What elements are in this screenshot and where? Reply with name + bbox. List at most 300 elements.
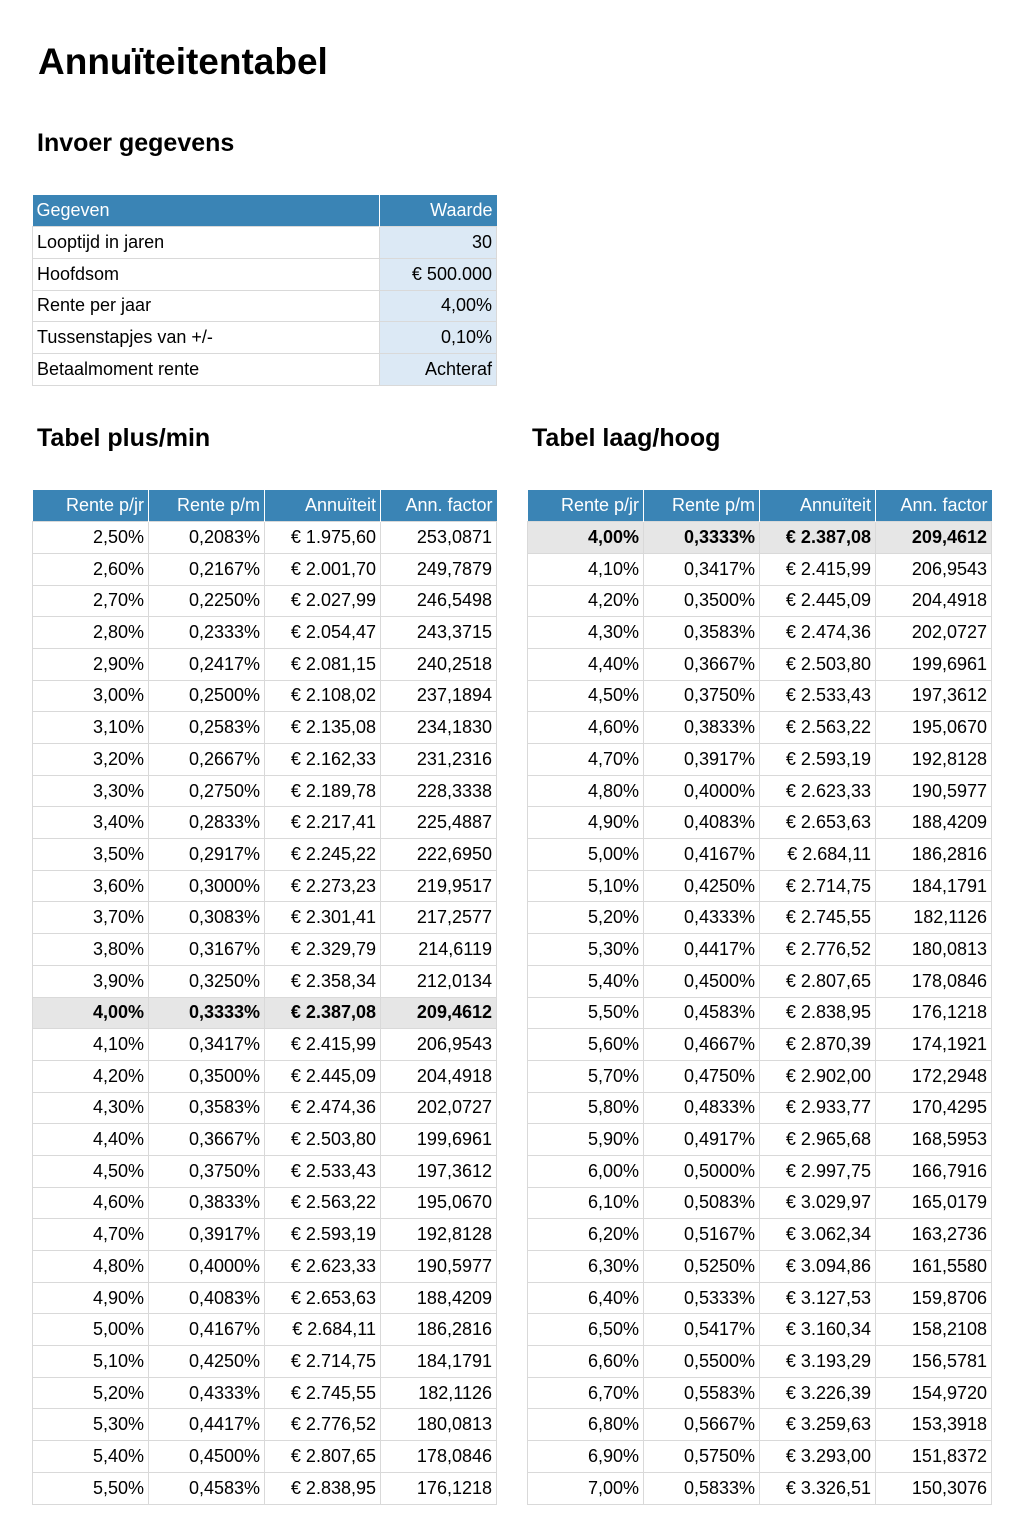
cell-rente-pjr: 4,20% [33,1060,149,1092]
cell-rente-pm: 0,2417% [149,648,265,680]
cell-rente-pm: 0,5667% [644,1409,760,1441]
cell-annuiteit: € 2.415,99 [265,1029,381,1061]
cell-rente-pm: 0,2250% [149,585,265,617]
cell-rente-pjr: 5,40% [33,1441,149,1473]
cell-annuiteit: € 2.445,09 [265,1060,381,1092]
input-label: Betaalmoment rente [33,353,380,385]
column-header-rente-pjr: Rente p/jr [528,490,644,522]
cell-rente-pm: 0,2333% [149,617,265,649]
table-row [528,1124,992,1156]
table-row [33,553,497,585]
column-header-waarde: Waarde [380,195,497,227]
table-row [528,934,992,966]
cell-rente-pjr: 5,90% [528,1124,644,1156]
cell-rente-pm: 0,4833% [644,1092,760,1124]
cell-rente-pm: 0,4417% [149,1409,265,1441]
cell-rente-pjr: 2,60% [33,553,149,585]
cell-ann-factor: 188,4209 [876,807,992,839]
cell-rente-pm: 0,5583% [644,1377,760,1409]
cell-annuiteit: € 2.273,23 [265,870,381,902]
cell-rente-pm: 0,2583% [149,712,265,744]
cell-ann-factor: 225,4887 [381,807,497,839]
cell-ann-factor: 156,5781 [876,1346,992,1378]
table-row [33,522,497,554]
cell-annuiteit: € 2.807,65 [265,1441,381,1473]
table-plusmin-title: Tabel plus/min [37,424,211,452]
table-laaghoog [527,490,992,1505]
cell-rente-pm: 0,5500% [644,1346,760,1378]
cell-rente-pjr: 5,20% [33,1377,149,1409]
input-row-rente [33,290,497,322]
cell-ann-factor: 151,8372 [876,1441,992,1473]
cell-ann-factor: 182,1126 [876,902,992,934]
cell-rente-pjr: 6,90% [528,1441,644,1473]
cell-annuiteit: € 2.714,75 [265,1346,381,1378]
cell-annuiteit: € 2.684,11 [760,839,876,871]
cell-annuiteit: € 2.081,15 [265,648,381,680]
cell-ann-factor: 186,2816 [381,1314,497,1346]
input-value-rente[interactable]: 4,00% [380,290,497,322]
input-section-title: Invoer gegevens [37,129,235,157]
table-row [33,680,497,712]
table-row [528,902,992,934]
input-label: Tussenstapjes van +/- [33,322,380,354]
cell-rente-pjr: 5,60% [528,1029,644,1061]
cell-ann-factor: 186,2816 [876,839,992,871]
table-row [33,934,497,966]
table-row [33,648,497,680]
column-header-rente-pjr: Rente p/jr [33,490,149,522]
cell-rente-pm: 0,5167% [644,1219,760,1251]
cell-ann-factor: 206,9543 [381,1029,497,1061]
cell-rente-pjr: 6,10% [528,1187,644,1219]
table-row [528,1282,992,1314]
table-row [33,1377,497,1409]
table-row [528,1346,992,1378]
cell-rente-pjr: 4,60% [33,1187,149,1219]
input-header-row [33,195,497,227]
cell-annuiteit: € 2.245,22 [265,839,381,871]
cell-rente-pm: 0,5750% [644,1441,760,1473]
cell-rente-pjr: 4,10% [33,1029,149,1061]
cell-rente-pm: 0,4667% [644,1029,760,1061]
table-row [33,1155,497,1187]
column-header-rente-pm: Rente p/m [644,490,760,522]
table-row [528,744,992,776]
cell-ann-factor: 163,2736 [876,1219,992,1251]
table-row [33,1472,497,1504]
cell-ann-factor: 219,9517 [381,870,497,902]
table-row [528,522,992,554]
table-row [528,648,992,680]
cell-annuiteit: € 2.838,95 [265,1472,381,1504]
table-row [528,775,992,807]
cell-rente-pm: 0,4083% [149,1282,265,1314]
table-row [528,1060,992,1092]
cell-annuiteit: € 3.226,39 [760,1377,876,1409]
table-row [528,1409,992,1441]
cell-annuiteit: € 2.135,08 [265,712,381,744]
column-header-rente-pm: Rente p/m [149,490,265,522]
cell-ann-factor: 195,0670 [876,712,992,744]
cell-rente-pjr: 3,80% [33,934,149,966]
column-header-annuiteit: Annuïteit [760,490,876,522]
table-laaghoog-title: Tabel laag/hoog [532,424,721,452]
cell-rente-pm: 0,4583% [149,1472,265,1504]
cell-ann-factor: 195,0670 [381,1187,497,1219]
cell-annuiteit: € 2.503,80 [265,1124,381,1156]
cell-annuiteit: € 2.533,43 [265,1155,381,1187]
cell-rente-pjr: 3,00% [33,680,149,712]
table-row [528,1314,992,1346]
cell-ann-factor: 180,0813 [381,1409,497,1441]
table-row [528,1251,992,1283]
cell-rente-pjr: 4,50% [528,680,644,712]
cell-rente-pjr: 4,70% [33,1219,149,1251]
cell-rente-pm: 0,4750% [644,1060,760,1092]
cell-rente-pm: 0,2667% [149,744,265,776]
cell-rente-pjr: 4,50% [33,1155,149,1187]
cell-annuiteit: € 2.593,19 [760,744,876,776]
cell-rente-pm: 0,4333% [149,1377,265,1409]
cell-ann-factor: 184,1791 [876,870,992,902]
cell-annuiteit: € 2.684,11 [265,1314,381,1346]
table-row [528,1187,992,1219]
cell-rente-pm: 0,3583% [644,617,760,649]
table-row [33,902,497,934]
table-row [528,965,992,997]
cell-rente-pjr: 3,50% [33,839,149,871]
input-label: Rente per jaar [33,290,380,322]
cell-annuiteit: € 2.358,34 [265,965,381,997]
cell-rente-pm: 0,3167% [149,934,265,966]
cell-annuiteit: € 2.445,09 [760,585,876,617]
cell-ann-factor: 153,3918 [876,1409,992,1441]
cell-rente-pm: 0,4417% [644,934,760,966]
cell-rente-pjr: 6,80% [528,1409,644,1441]
cell-annuiteit: € 2.563,22 [265,1187,381,1219]
input-label: Hoofdsom [33,258,380,290]
cell-ann-factor: 174,1921 [876,1029,992,1061]
cell-rente-pm: 0,3667% [644,648,760,680]
input-table [32,195,497,386]
cell-ann-factor: 166,7916 [876,1155,992,1187]
cell-rente-pm: 0,4250% [149,1346,265,1378]
cell-rente-pm: 0,4583% [644,997,760,1029]
cell-rente-pjr: 4,60% [528,712,644,744]
cell-rente-pjr: 7,00% [528,1472,644,1504]
cell-rente-pm: 0,3333% [644,522,760,554]
table-row [528,1441,992,1473]
cell-rente-pm: 0,2083% [149,522,265,554]
table-row [33,1409,497,1441]
cell-rente-pm: 0,3417% [644,553,760,585]
cell-annuiteit: € 2.653,63 [265,1282,381,1314]
table-row [528,585,992,617]
cell-ann-factor: 246,5498 [381,585,497,617]
cell-annuiteit: € 2.807,65 [760,965,876,997]
table-row [33,965,497,997]
cell-annuiteit: € 2.745,55 [265,1377,381,1409]
cell-rente-pm: 0,2833% [149,807,265,839]
cell-rente-pjr: 5,20% [528,902,644,934]
cell-rente-pjr: 6,30% [528,1251,644,1283]
cell-annuiteit: € 2.563,22 [760,712,876,744]
cell-rente-pm: 0,4167% [644,839,760,871]
cell-rente-pm: 0,4000% [644,775,760,807]
cell-rente-pjr: 6,00% [528,1155,644,1187]
cell-ann-factor: 231,2316 [381,744,497,776]
table-row [528,712,992,744]
cell-annuiteit: € 2.301,41 [265,902,381,934]
cell-rente-pjr: 2,80% [33,617,149,649]
table-row [33,1219,497,1251]
cell-rente-pjr: 3,70% [33,902,149,934]
cell-rente-pm: 0,3750% [149,1155,265,1187]
cell-annuiteit: € 2.503,80 [760,648,876,680]
cell-rente-pjr: 3,10% [33,712,149,744]
cell-annuiteit: € 2.217,41 [265,807,381,839]
table-row [33,1441,497,1473]
cell-annuiteit: € 3.193,29 [760,1346,876,1378]
cell-ann-factor: 206,9543 [876,553,992,585]
cell-ann-factor: 212,0134 [381,965,497,997]
cell-ann-factor: 249,7879 [381,553,497,585]
cell-annuiteit: € 3.160,34 [760,1314,876,1346]
table-row [528,1155,992,1187]
cell-rente-pm: 0,4500% [149,1441,265,1473]
cell-ann-factor: 172,2948 [876,1060,992,1092]
cell-rente-pm: 0,2500% [149,680,265,712]
cell-annuiteit: € 2.415,99 [760,553,876,585]
table-row [33,1282,497,1314]
cell-annuiteit: € 2.189,78 [265,775,381,807]
cell-annuiteit: € 2.027,99 [265,585,381,617]
cell-rente-pjr: 2,70% [33,585,149,617]
cell-rente-pm: 0,3750% [644,680,760,712]
cell-ann-factor: 176,1218 [876,997,992,1029]
table-header-row [33,490,497,522]
cell-annuiteit: € 2.623,33 [265,1251,381,1283]
cell-rente-pm: 0,5250% [644,1251,760,1283]
cell-rente-pm: 0,4000% [149,1251,265,1283]
cell-rente-pjr: 4,40% [528,648,644,680]
cell-rente-pjr: 2,90% [33,648,149,680]
cell-rente-pm: 0,3917% [149,1219,265,1251]
cell-annuiteit: € 2.776,52 [760,934,876,966]
cell-rente-pm: 0,3833% [644,712,760,744]
input-row-tussenstapjes [33,322,497,354]
cell-ann-factor: 192,8128 [381,1219,497,1251]
cell-ann-factor: 240,2518 [381,648,497,680]
cell-ann-factor: 188,4209 [381,1282,497,1314]
cell-rente-pjr: 5,70% [528,1060,644,1092]
cell-rente-pjr: 4,70% [528,744,644,776]
cell-annuiteit: € 2.745,55 [760,902,876,934]
cell-rente-pjr: 5,10% [33,1346,149,1378]
table-row [33,807,497,839]
cell-rente-pm: 0,4083% [644,807,760,839]
cell-ann-factor: 197,3612 [381,1155,497,1187]
table-row [33,1314,497,1346]
cell-rente-pm: 0,5333% [644,1282,760,1314]
table-row [528,1092,992,1124]
cell-ann-factor: 182,1126 [381,1377,497,1409]
cell-annuiteit: € 2.838,95 [760,997,876,1029]
table-row [528,1472,992,1504]
cell-rente-pjr: 3,90% [33,965,149,997]
cell-ann-factor: 204,4918 [381,1060,497,1092]
cell-rente-pjr: 5,50% [528,997,644,1029]
cell-ann-factor: 228,3338 [381,775,497,807]
cell-rente-pm: 0,3583% [149,1092,265,1124]
cell-ann-factor: 214,6119 [381,934,497,966]
cell-ann-factor: 234,1830 [381,712,497,744]
cell-rente-pm: 0,3833% [149,1187,265,1219]
cell-ann-factor: 170,4295 [876,1092,992,1124]
column-header-gegeven: Gegeven [33,195,380,227]
table-row [528,680,992,712]
cell-rente-pm: 0,3250% [149,965,265,997]
cell-rente-pm: 0,5417% [644,1314,760,1346]
table-row [33,1346,497,1378]
cell-rente-pjr: 4,90% [33,1282,149,1314]
cell-rente-pm: 0,3500% [644,585,760,617]
cell-annuiteit: € 3.259,63 [760,1409,876,1441]
cell-ann-factor: 176,1218 [381,1472,497,1504]
cell-rente-pjr: 6,40% [528,1282,644,1314]
cell-rente-pm: 0,5833% [644,1472,760,1504]
cell-annuiteit: € 2.387,08 [265,997,381,1029]
input-value-betaalmoment[interactable]: Achteraf [380,353,497,385]
table-row [528,839,992,871]
cell-rente-pjr: 5,30% [33,1409,149,1441]
input-row-betaalmoment [33,353,497,385]
cell-rente-pjr: 4,10% [528,553,644,585]
table-row [33,744,497,776]
table-row [528,1029,992,1061]
cell-ann-factor: 237,1894 [381,680,497,712]
table-row [33,1124,497,1156]
cell-rente-pjr: 2,50% [33,522,149,554]
cell-rente-pm: 0,4167% [149,1314,265,1346]
cell-annuiteit: € 3.094,86 [760,1251,876,1283]
cell-rente-pjr: 4,80% [528,775,644,807]
table-row [33,839,497,871]
cell-ann-factor: 202,0727 [381,1092,497,1124]
table-row [33,1060,497,1092]
cell-ann-factor: 154,9720 [876,1377,992,1409]
cell-rente-pjr: 5,00% [33,1314,149,1346]
cell-annuiteit: € 2.108,02 [265,680,381,712]
table-row [33,712,497,744]
cell-rente-pjr: 6,70% [528,1377,644,1409]
table-row [33,1187,497,1219]
cell-ann-factor: 243,3715 [381,617,497,649]
cell-ann-factor: 158,2108 [876,1314,992,1346]
cell-rente-pm: 0,2917% [149,839,265,871]
input-value-tussenstapjes[interactable]: 0,10% [380,322,497,354]
table-row [33,997,497,1029]
cell-annuiteit: € 2.054,47 [265,617,381,649]
table-row [528,870,992,902]
table-row [528,617,992,649]
cell-ann-factor: 209,4612 [381,997,497,1029]
column-header-annuiteit: Annuïteit [265,490,381,522]
cell-ann-factor: 199,6961 [876,648,992,680]
cell-ann-factor: 165,0179 [876,1187,992,1219]
cell-annuiteit: € 2.474,36 [760,617,876,649]
cell-rente-pjr: 5,50% [33,1472,149,1504]
cell-ann-factor: 180,0813 [876,934,992,966]
cell-rente-pm: 0,4250% [644,870,760,902]
cell-rente-pm: 0,3667% [149,1124,265,1156]
cell-rente-pjr: 4,30% [33,1092,149,1124]
cell-rente-pjr: 5,00% [528,839,644,871]
table-row [33,870,497,902]
cell-rente-pjr: 5,10% [528,870,644,902]
input-value-hoofdsom[interactable]: € 500.000 [380,258,497,290]
table-row [528,807,992,839]
table-row [33,1092,497,1124]
cell-rente-pm: 0,5000% [644,1155,760,1187]
cell-annuiteit: € 2.623,33 [760,775,876,807]
page-title: Annuïteitentabel [38,41,328,82]
cell-rente-pm: 0,3917% [644,744,760,776]
cell-annuiteit: € 2.997,75 [760,1155,876,1187]
cell-rente-pm: 0,5083% [644,1187,760,1219]
table-row [33,775,497,807]
cell-ann-factor: 178,0846 [876,965,992,997]
cell-annuiteit: € 2.474,36 [265,1092,381,1124]
table-plusmin [32,490,497,1505]
cell-ann-factor: 159,8706 [876,1282,992,1314]
column-header-ann-factor: Ann. factor [381,490,497,522]
cell-ann-factor: 168,5953 [876,1124,992,1156]
input-value-looptijd[interactable]: 30 [380,227,497,259]
cell-rente-pjr: 4,30% [528,617,644,649]
cell-rente-pjr: 5,80% [528,1092,644,1124]
cell-ann-factor: 150,3076 [876,1472,992,1504]
cell-rente-pjr: 3,60% [33,870,149,902]
cell-ann-factor: 184,1791 [381,1346,497,1378]
table-row [33,617,497,649]
cell-ann-factor: 190,5977 [381,1251,497,1283]
cell-rente-pjr: 3,30% [33,775,149,807]
cell-rente-pjr: 6,60% [528,1346,644,1378]
cell-ann-factor: 222,6950 [381,839,497,871]
cell-rente-pjr: 4,20% [528,585,644,617]
table-row [33,1029,497,1061]
cell-rente-pjr: 4,40% [33,1124,149,1156]
table-row [528,1219,992,1251]
cell-annuiteit: € 3.293,00 [760,1441,876,1473]
table-row [528,553,992,585]
cell-ann-factor: 217,2577 [381,902,497,934]
cell-rente-pm: 0,4917% [644,1124,760,1156]
cell-rente-pm: 0,3083% [149,902,265,934]
input-row-hoofdsom [33,258,497,290]
cell-rente-pjr: 6,20% [528,1219,644,1251]
cell-annuiteit: € 2.933,77 [760,1092,876,1124]
cell-ann-factor: 178,0846 [381,1441,497,1473]
cell-annuiteit: € 3.326,51 [760,1472,876,1504]
cell-annuiteit: € 2.653,63 [760,807,876,839]
input-label: Looptijd in jaren [33,227,380,259]
cell-rente-pm: 0,2750% [149,775,265,807]
cell-rente-pjr: 4,00% [33,997,149,1029]
cell-ann-factor: 204,4918 [876,585,992,617]
